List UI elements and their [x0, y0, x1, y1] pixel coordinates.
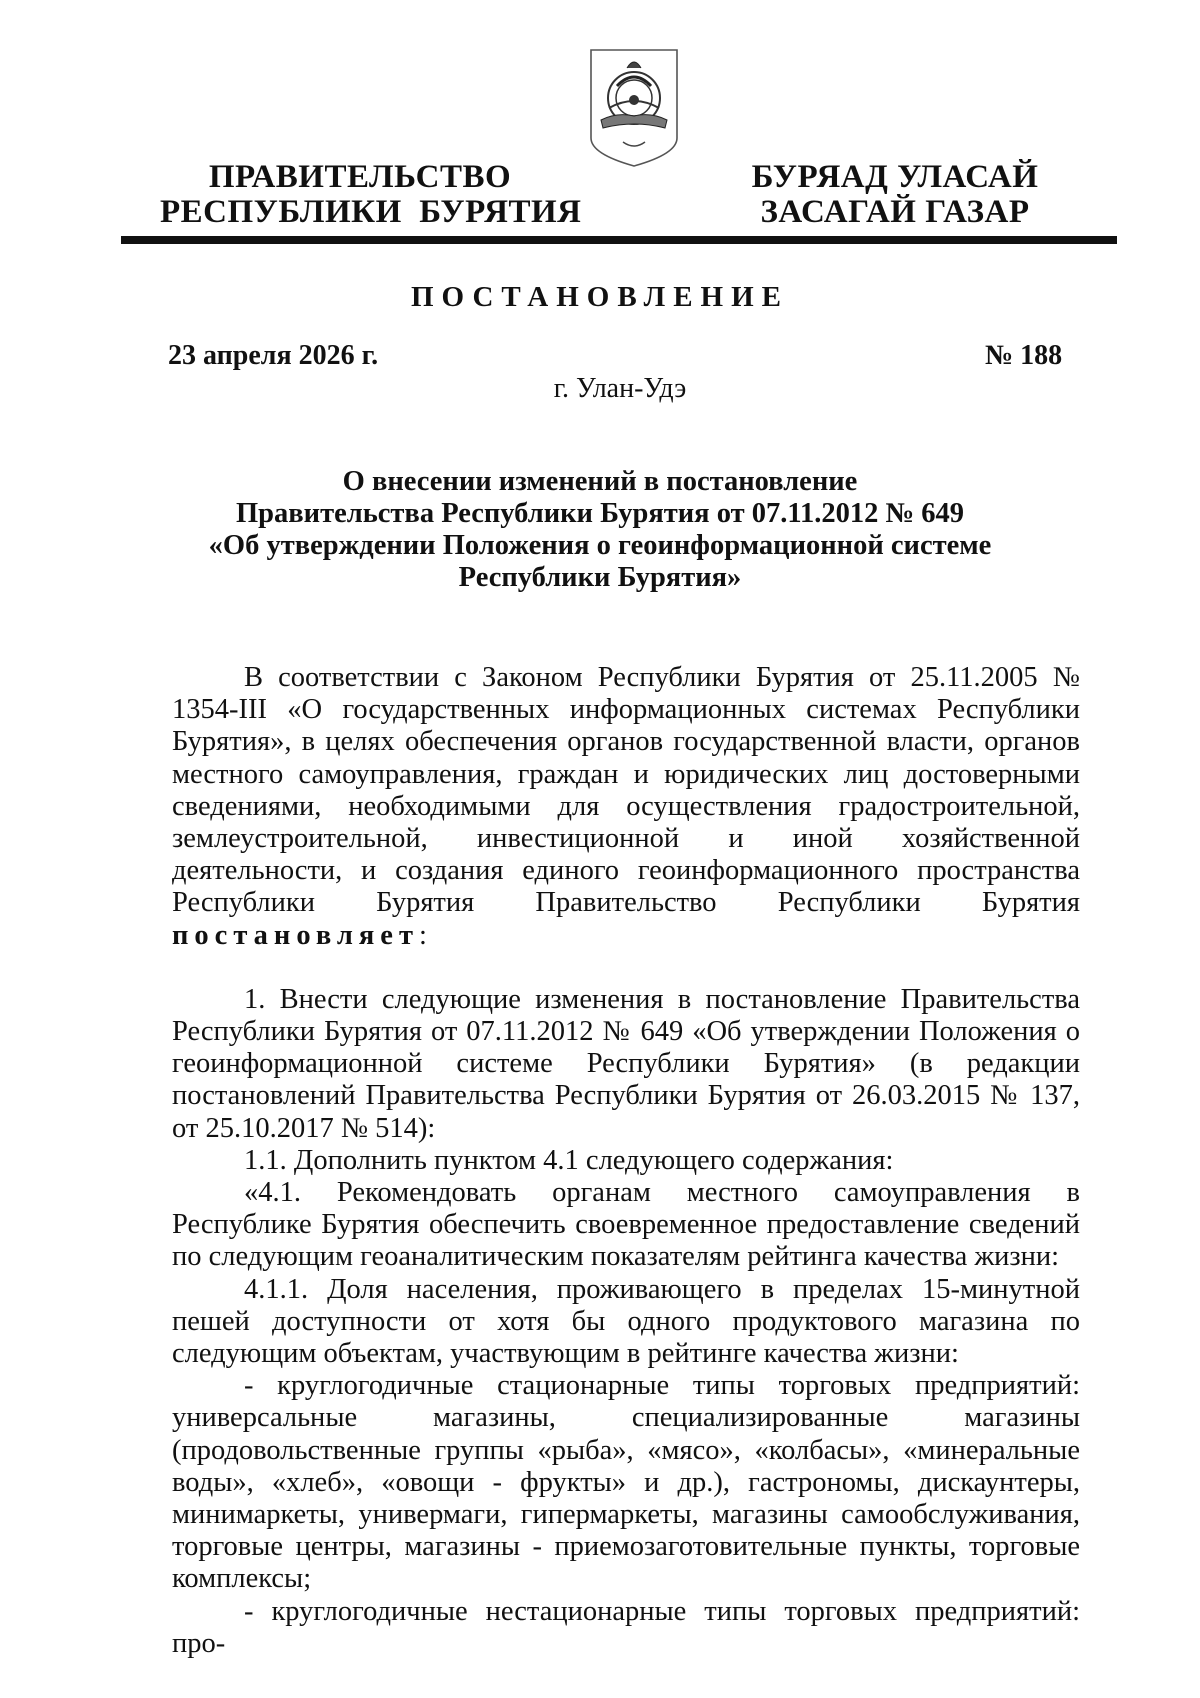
preamble-verb: постановляет: [172, 919, 419, 951]
government-name-ru-line-2: РЕСПУБЛИКИ БУРЯТИЯ: [160, 194, 582, 230]
document-body: [172, 662, 1080, 1660]
title-line: «Об утверждении Положения о геоинформационной системе: [208, 530, 992, 561]
title-line: Правительства Республики Бурятия от 07.11.2012 № 649: [235, 498, 965, 529]
paragraph-1: 1. Внести следующие изменения в постановление Правительства Республики Бурятия от 07.11.2012 № 649 «Об утверждении Положения о геоинформационной системе Республики Бурятия» (в редакции постановлений Правительства Республики Бурятия от 26.03.2015 № 137, от 25.10.2017 № 514):: [172, 983, 1080, 1144]
document-number: № 188: [985, 340, 1063, 371]
paragraph-1-1: 1.1. Дополнить пунктом 4.1 следующего содержания:: [244, 1144, 894, 1176]
list-item-non-stationary: - круглогодичные нестационарные типы торговых предприятий: про-: [172, 1595, 1080, 1659]
paragraph-4-1-1: 4.1.1. Доля населения, проживающего в пределах 15-минутной пешей доступности от хотя бы одного продуктового магазина по следующим объектам, участвующим в рейтинге качества жизни:: [172, 1273, 1080, 1370]
government-name-bua: [745, 160, 1045, 230]
list-item-stationary: - круглогодичные стационарные типы торговых предприятий: универсальные магазины, специализированные магазины (продовольственные группы «рыба», «мясо», «колбасы», «минеральные воды», «хлеб», «овощи - фрукты» и др.), гастрономы, дискаунтеры, минимаркеты, универмаги, гипермаркеты, магазины самообслуживания, торговые центры, магазины - приемозаготовительные пункты, торговые комплексы;: [172, 1370, 1080, 1595]
preamble-end: :: [418, 919, 427, 951]
title-line: Республики Бурятия»: [458, 562, 742, 593]
paragraph-4-1: «4.1. Рекомендовать органам местного самоуправления в Республике Бурятия обеспечить своевременное предоставление сведений по следующим геоаналитическим показателям рейтинга качества жизни:: [172, 1177, 1080, 1273]
title-line: О внесении изменений в постановление: [342, 466, 858, 497]
government-name-bua-line-2: ЗАСАГАЙ ГАЗАР: [760, 194, 1030, 230]
document-city: г. Улан-Удэ: [553, 373, 687, 404]
document-date: 23 апреля 2026 г.: [168, 340, 379, 371]
header-divider: [121, 236, 1117, 244]
preamble-paragraph: [172, 662, 1080, 952]
document-type: ПОСТАНОВЛЕНИЕ: [410, 281, 789, 313]
coat-of-arms-icon: [587, 46, 681, 170]
government-name-ru-line-1: ПРАВИТЕЛЬСТВО: [208, 159, 512, 195]
preamble-text: В соответствии с Законом Республики Бурятия от 25.11.2005 № 1354-III «О государственных информационных системах Республики Бурятия», в целях обеспечения органов государственной власти, органов местного самоуправления, граждан и юридических лиц достоверными сведениями, необходимыми для осуществления градостроительной, землеустроительной, инвестиционной и иной хозяйственной деятельности, и создания единого геоинформационного пространства Республики Бурятия Правительство Республики Бурятия: [172, 662, 1080, 919]
government-name-ru: [160, 159, 582, 230]
document-title: [200, 466, 1000, 594]
government-name-bua-line-1: БУРЯАД УЛАСАЙ: [751, 159, 1039, 195]
